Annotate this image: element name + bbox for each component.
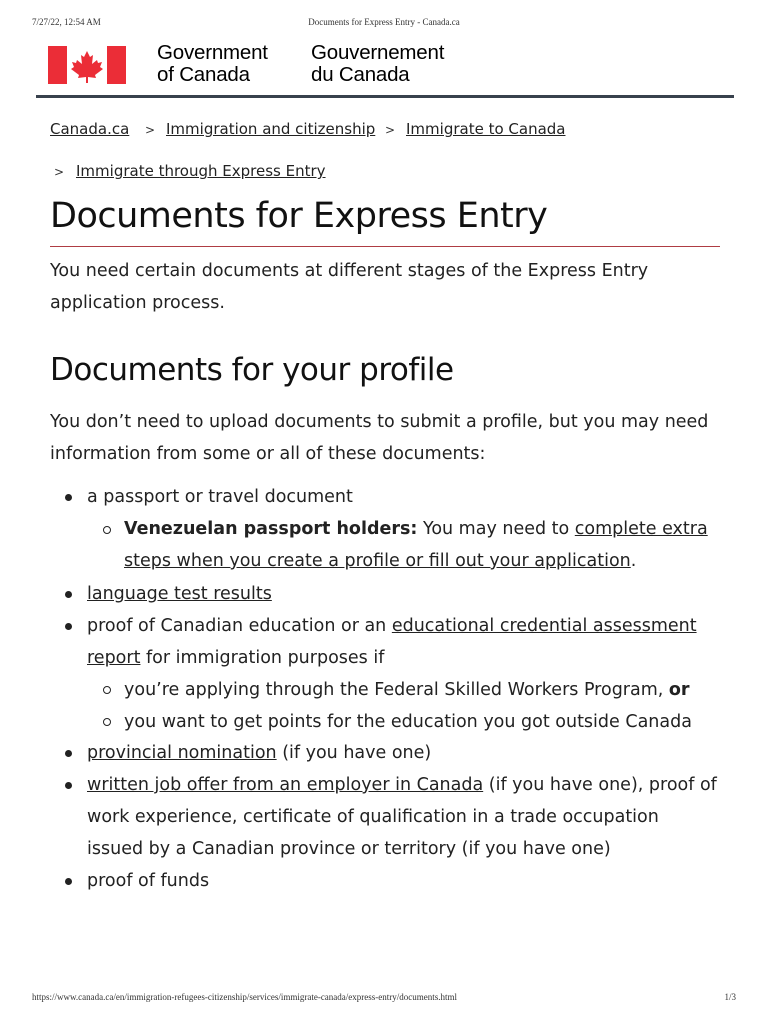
signature-fr-line2: du Canada (311, 63, 410, 86)
breadcrumb-item-canada[interactable] (50, 120, 129, 138)
intro-paragraph: You need certain documents at different stages of the Express Entry application process. (50, 261, 649, 313)
list-item (87, 769, 717, 865)
circle-bullet-icon (103, 718, 111, 726)
bullet-icon (65, 623, 72, 630)
list-item-sub (124, 674, 724, 706)
circle-bullet-icon (103, 526, 111, 534)
signature-fr-line1: Gouvernement (311, 41, 445, 64)
list-item-bold: Venezuelan passport holders: (124, 519, 418, 539)
bullet-icon (65, 591, 72, 598)
list-item-bold: or (668, 680, 690, 700)
list-item (87, 481, 727, 513)
language-test-results-link[interactable]: language test results (87, 584, 272, 604)
venezuela-extra-steps-link[interactable]: complete extra steps when you create a profile or fill out your application (124, 519, 708, 571)
header-rule (36, 95, 734, 98)
breadcrumb-item-express-entry[interactable] (76, 162, 326, 180)
list-item-text: (if you have one), proof of work experience, certificate of qualification in a trade occupation issued by a Canadian province or territory (if you have one) (87, 775, 717, 859)
list-item (87, 865, 727, 897)
breadcrumb-item-immigrate[interactable] (406, 120, 565, 138)
bullet-icon (65, 878, 72, 885)
bullet-icon (65, 750, 72, 757)
breadcrumb-item-immigration[interactable] (166, 120, 375, 138)
bullet-icon (65, 494, 72, 501)
breadcrumb-separator: > (145, 123, 156, 137)
print-page-title: Documents for Express Entry - Canada.ca (308, 17, 460, 27)
signature-en-line1: Government (157, 41, 268, 64)
signature-en-line2: of Canada (157, 63, 250, 86)
educational-credential-assessment-link[interactable]: educational credential assessment report (87, 616, 697, 668)
list-item-text: You may need to (417, 519, 575, 539)
bullet-icon (65, 782, 72, 789)
print-url: https://www.canada.ca/en/immigration-refugees-citizenship/services/immigrate-canada/express-entry/documents.html (32, 992, 458, 1002)
breadcrumb-link[interactable]: Immigrate to Canada (406, 120, 566, 138)
list-item-text: proof of funds (87, 871, 210, 891)
list-item-sub (124, 706, 724, 738)
site-header (36, 40, 734, 98)
breadcrumb-separator: > (385, 123, 396, 137)
list-item (87, 737, 727, 769)
section-heading-profile: Documents for your profile (50, 352, 454, 388)
list-item-text: you want to get points for the education you got outside Canada (124, 712, 692, 732)
list-item-sub (124, 513, 714, 577)
list-item-text: . (630, 551, 637, 571)
page-title: Documents for Express Entry (50, 196, 548, 236)
breadcrumb-link[interactable]: Immigrate through Express Entry (76, 162, 326, 180)
list-item (87, 610, 712, 674)
list-item-text: you’re applying through the Federal Skilled Workers Program, (124, 680, 669, 700)
circle-bullet-icon (103, 686, 111, 694)
list-item-text: a passport or travel document (87, 487, 353, 507)
list-item-text: for immigration purposes if (140, 648, 385, 668)
canada-flag-icon (48, 46, 126, 84)
provincial-nomination-link[interactable]: provincial nomination (87, 743, 277, 763)
signature-french[interactable] (311, 42, 444, 86)
signature-english[interactable] (157, 42, 268, 86)
breadcrumb-link[interactable]: Immigration and citizenship (166, 120, 376, 138)
profile-intro-paragraph: You don’t need to upload documents to submit a profile, but you may need information from some or all of these documents: (50, 412, 709, 464)
title-rule (50, 246, 720, 247)
list-item-text: (if you have one) (276, 743, 432, 763)
written-job-offer-link[interactable]: written job offer from an employer in Canada (87, 775, 484, 795)
list-item-text: proof of Canadian education or an (87, 616, 392, 636)
breadcrumb-separator: > (54, 165, 65, 179)
list-item (87, 578, 727, 610)
print-page-count: 1/3 (724, 992, 736, 1002)
print-datetime: 7/27/22, 12:54 AM (32, 17, 101, 27)
breadcrumb-link[interactable]: Canada.ca (50, 120, 130, 138)
